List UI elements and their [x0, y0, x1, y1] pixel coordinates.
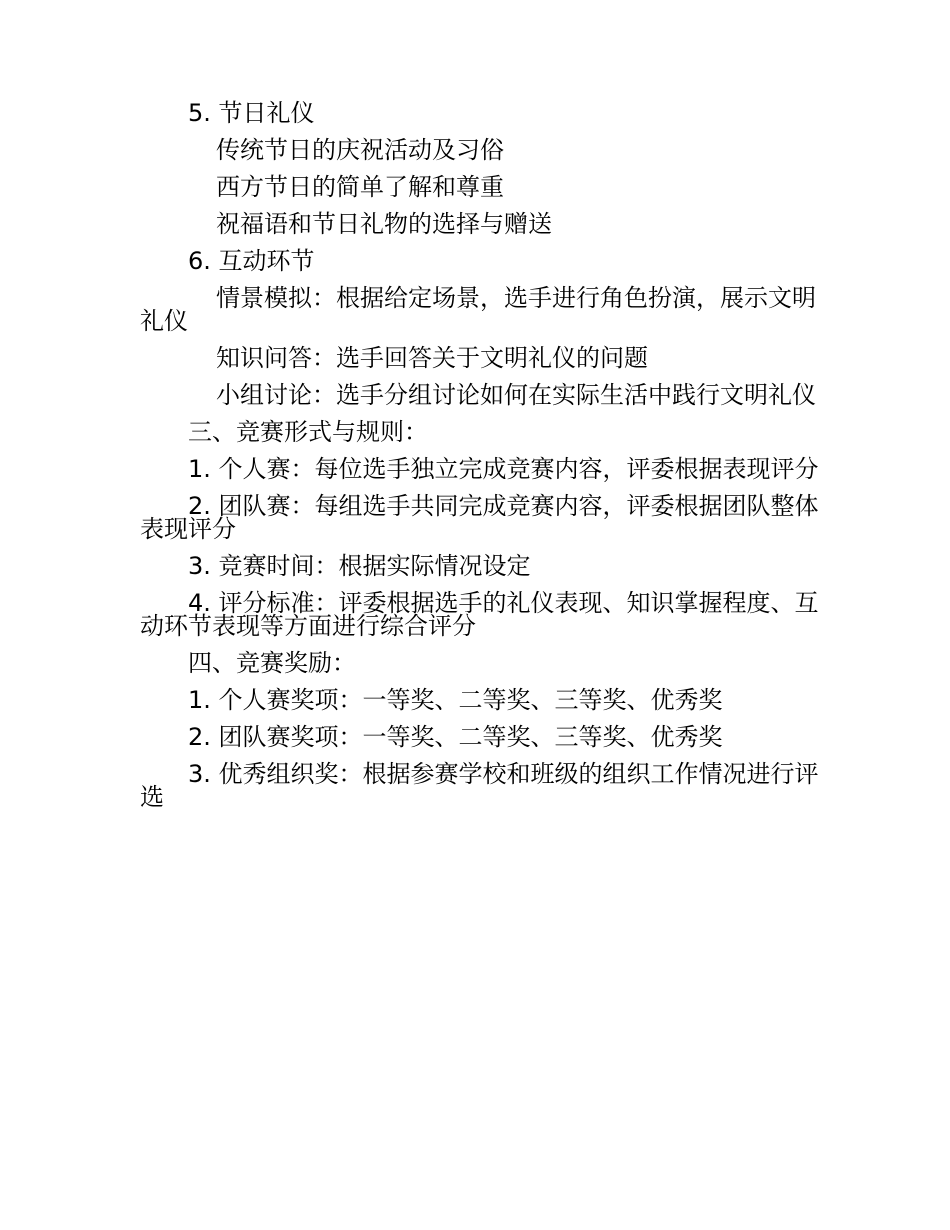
- paragraph-scoring-criteria: 4. 评分标准：评委根据选手的礼仪表现、知识掌握程度、互动环节表现等方面进行综合评分: [140, 589, 819, 640]
- paragraph-festival-etiquette-heading: 5. 节日礼仪: [188, 99, 315, 127]
- paragraph-scenario-simulation: 情景模拟：根据给定场景，选手进行角色扮演，展示文明礼仪: [140, 284, 816, 335]
- paragraph-traditional-festivals: 传统节日的庆祝活动及习俗: [216, 136, 504, 164]
- paragraph-individual-contest: 1. 个人赛：每位选手独立完成竞赛内容，评委根据表现评分: [188, 455, 819, 483]
- paragraph-contest-time: 3. 竞赛时间：根据实际情况设定: [188, 552, 531, 580]
- section-heading-awards: 四、竞赛奖励：: [188, 649, 356, 677]
- paragraph-organization-award: 3. 优秀组织奖：根据参赛学校和班级的组织工作情况进行评选: [140, 760, 819, 811]
- paragraph-team-awards: 2. 团队赛奖项：一等奖、二等奖、三等奖、优秀奖: [188, 723, 723, 751]
- paragraph-team-contest: 2. 团队赛：每组选手共同完成竞赛内容，评委根据团队整体表现评分: [140, 492, 819, 543]
- section-heading-format-rules: 三、竞赛形式与规则：: [188, 418, 428, 446]
- paragraph-group-discussion: 小组讨论：选手分组讨论如何在实际生活中践行文明礼仪: [216, 381, 816, 409]
- paragraph-interactive-heading: 6. 互动环节: [188, 247, 315, 275]
- paragraph-western-festivals: 西方节日的简单了解和尊重: [216, 173, 504, 201]
- paragraph-knowledge-quiz: 知识问答：选手回答关于文明礼仪的问题: [216, 344, 648, 372]
- paragraph-greetings-gifts: 祝福语和节日礼物的选择与赠送: [216, 210, 552, 238]
- paragraph-individual-awards: 1. 个人赛奖项：一等奖、二等奖、三等奖、优秀奖: [188, 686, 723, 714]
- document-body: [140, 99, 820, 823]
